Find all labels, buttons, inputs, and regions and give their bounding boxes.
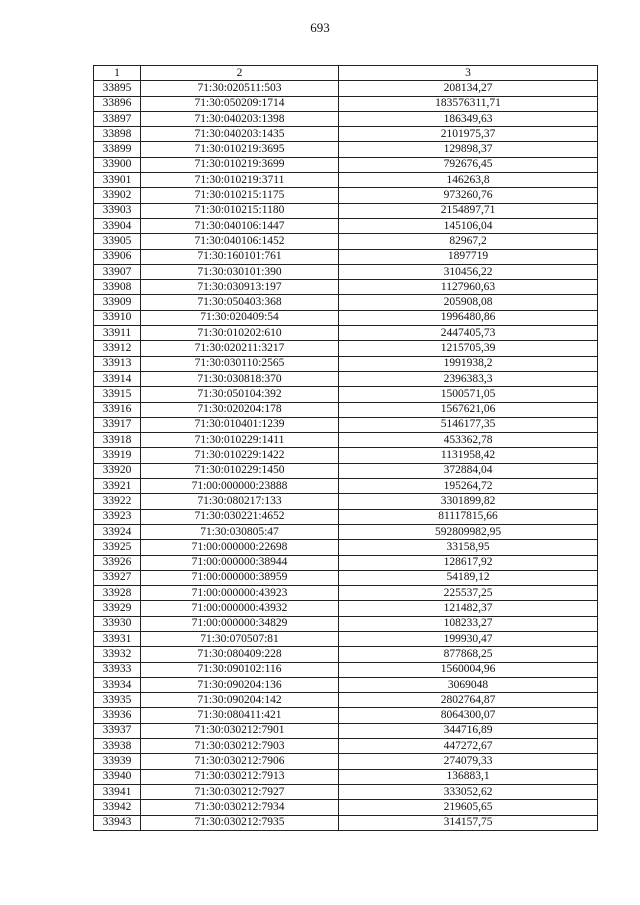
row-index-cell: 33909	[94, 295, 141, 310]
table-row	[94, 769, 598, 784]
table-row	[94, 815, 598, 830]
value-cell: 1996480,86	[339, 310, 598, 325]
row-index-cell: 33903	[94, 203, 141, 218]
value-cell: 1131958,42	[339, 448, 598, 463]
cadastral-number-cell: 71:30:010219:3711	[141, 173, 339, 188]
table-row	[94, 739, 598, 754]
cadastral-number-cell: 71:30:010219:3695	[141, 142, 339, 157]
cadastral-number-cell: 71:30:080217:133	[141, 494, 339, 509]
value-cell: 82967,2	[339, 234, 598, 249]
table-row	[94, 295, 598, 310]
value-cell: 128617,92	[339, 555, 598, 570]
table-row	[94, 356, 598, 371]
cadastral-number-cell: 71:30:030212:7935	[141, 815, 339, 830]
table-row	[94, 586, 598, 601]
cadastral-number-cell: 71:30:050209:1714	[141, 96, 339, 111]
row-index-cell: 33921	[94, 479, 141, 494]
row-index-cell: 33933	[94, 662, 141, 677]
value-cell: 333052,62	[339, 784, 598, 799]
value-cell: 2101975,37	[339, 127, 598, 142]
table-row	[94, 800, 598, 815]
table-row	[94, 96, 598, 111]
row-index-cell: 33906	[94, 249, 141, 264]
row-index-cell: 33924	[94, 524, 141, 539]
row-index-cell: 33907	[94, 264, 141, 279]
value-cell: 2447405,73	[339, 326, 598, 341]
row-index-cell: 33900	[94, 157, 141, 172]
cadastral-number-cell: 71:30:030212:7913	[141, 769, 339, 784]
row-index-cell: 33932	[94, 647, 141, 662]
cadastral-number-cell: 71:30:010229:1411	[141, 433, 339, 448]
table-row	[94, 509, 598, 524]
row-index-cell: 33935	[94, 693, 141, 708]
table-header-row	[94, 66, 598, 81]
table-row	[94, 387, 598, 402]
table-row	[94, 647, 598, 662]
row-index-cell: 33926	[94, 555, 141, 570]
value-cell: 314157,75	[339, 815, 598, 830]
value-cell: 108233,27	[339, 616, 598, 631]
row-index-cell: 33908	[94, 280, 141, 295]
cadastral-number-cell: 71:30:030101:390	[141, 264, 339, 279]
table-row	[94, 540, 598, 555]
cadastral-number-cell: 71:30:040203:1398	[141, 111, 339, 126]
cadastral-number-cell: 71:30:160101:761	[141, 249, 339, 264]
cadastral-number-cell: 71:00:000000:34829	[141, 616, 339, 631]
table-row	[94, 723, 598, 738]
row-index-cell: 33897	[94, 111, 141, 126]
cadastral-number-cell: 71:30:090204:136	[141, 677, 339, 692]
value-cell: 1991938,2	[339, 356, 598, 371]
value-cell: 183576311,71	[339, 96, 598, 111]
cadastral-number-cell: 71:30:080411:421	[141, 708, 339, 723]
value-cell: 219605,65	[339, 800, 598, 815]
table-row	[94, 341, 598, 356]
table-row	[94, 402, 598, 417]
cadastral-number-cell: 71:00:000000:22698	[141, 540, 339, 555]
table-row	[94, 754, 598, 769]
value-cell: 2154897,71	[339, 203, 598, 218]
row-index-cell: 33919	[94, 448, 141, 463]
cadastral-number-cell: 71:30:030818:370	[141, 371, 339, 386]
row-index-cell: 33928	[94, 586, 141, 601]
value-cell: 453362,78	[339, 433, 598, 448]
table-row	[94, 127, 598, 142]
cadastral-number-cell: 71:30:010215:1175	[141, 188, 339, 203]
value-cell: 592809982,95	[339, 524, 598, 539]
row-index-cell: 33929	[94, 601, 141, 616]
row-index-cell: 33937	[94, 723, 141, 738]
value-cell: 205908,08	[339, 295, 598, 310]
table-row	[94, 616, 598, 631]
row-index-cell: 33913	[94, 356, 141, 371]
value-cell: 1127960,63	[339, 280, 598, 295]
cadastral-number-cell: 71:30:050104:392	[141, 387, 339, 402]
table-row	[94, 111, 598, 126]
row-index-cell: 33905	[94, 234, 141, 249]
value-cell: 310456,22	[339, 264, 598, 279]
value-cell: 121482,37	[339, 601, 598, 616]
table-row	[94, 631, 598, 646]
cadastral-number-cell: 71:30:020204:178	[141, 402, 339, 417]
table-row	[94, 784, 598, 799]
value-cell: 33158,95	[339, 540, 598, 555]
row-index-cell: 33914	[94, 371, 141, 386]
value-cell: 8064300,07	[339, 708, 598, 723]
value-cell: 877868,25	[339, 647, 598, 662]
value-cell: 3301899,82	[339, 494, 598, 509]
value-cell: 2396383,3	[339, 371, 598, 386]
cadastral-number-cell: 71:30:010229:1422	[141, 448, 339, 463]
table-row	[94, 203, 598, 218]
value-cell: 145106,04	[339, 218, 598, 233]
row-index-cell: 33895	[94, 81, 141, 96]
column-header-index: 1	[94, 66, 141, 81]
cadastral-number-cell: 71:30:010215:1180	[141, 203, 339, 218]
page-number: 693	[310, 20, 330, 35]
cadastral-number-cell: 71:00:000000:43932	[141, 601, 339, 616]
cadastral-number-cell: 71:30:030110:2565	[141, 356, 339, 371]
table-row	[94, 570, 598, 585]
table-row	[94, 81, 598, 96]
row-index-cell: 33940	[94, 769, 141, 784]
table-body	[94, 81, 598, 831]
table-row	[94, 188, 598, 203]
row-index-cell: 33927	[94, 570, 141, 585]
cadastral-number-cell: 71:30:010229:1450	[141, 463, 339, 478]
table-row	[94, 662, 598, 677]
table-row	[94, 417, 598, 432]
table-row	[94, 433, 598, 448]
cadastral-number-cell: 71:30:030212:7934	[141, 800, 339, 815]
row-index-cell: 33911	[94, 326, 141, 341]
row-index-cell: 33923	[94, 509, 141, 524]
table-row	[94, 601, 598, 616]
cadastral-number-cell: 71:30:010202:610	[141, 326, 339, 341]
value-cell: 1897719	[339, 249, 598, 264]
row-index-cell: 33930	[94, 616, 141, 631]
row-index-cell: 33920	[94, 463, 141, 478]
table-row	[94, 249, 598, 264]
row-index-cell: 33939	[94, 754, 141, 769]
table-row	[94, 448, 598, 463]
column-header-cadastral-number: 2	[141, 66, 339, 81]
cadastral-number-cell: 71:30:010401:1239	[141, 417, 339, 432]
table-row	[94, 218, 598, 233]
table-row	[94, 326, 598, 341]
value-cell: 973260,76	[339, 188, 598, 203]
row-index-cell: 33915	[94, 387, 141, 402]
table-row	[94, 234, 598, 249]
cadastral-number-cell: 71:30:020511:503	[141, 81, 339, 96]
row-index-cell: 33941	[94, 784, 141, 799]
table-row	[94, 708, 598, 723]
cadastral-number-cell: 71:30:080409:228	[141, 647, 339, 662]
row-index-cell: 33925	[94, 540, 141, 555]
cadastral-number-cell: 71:30:020211:3217	[141, 341, 339, 356]
table-row	[94, 157, 598, 172]
value-cell: 372884,04	[339, 463, 598, 478]
table-row	[94, 371, 598, 386]
value-cell: 1500571,05	[339, 387, 598, 402]
row-index-cell: 33896	[94, 96, 141, 111]
row-index-cell: 33917	[94, 417, 141, 432]
row-index-cell: 33931	[94, 631, 141, 646]
cadastral-number-cell: 71:30:020409:54	[141, 310, 339, 325]
table-row	[94, 264, 598, 279]
value-cell: 199930,47	[339, 631, 598, 646]
cadastral-number-cell: 71:30:030212:7903	[141, 739, 339, 754]
value-cell: 136883,1	[339, 769, 598, 784]
cadastral-number-cell: 71:00:000000:23888	[141, 479, 339, 494]
cadastral-number-cell: 71:30:030212:7906	[141, 754, 339, 769]
value-cell: 54189,12	[339, 570, 598, 585]
row-index-cell: 33898	[94, 127, 141, 142]
value-cell: 2802764,87	[339, 693, 598, 708]
cadastral-number-cell: 71:00:000000:43923	[141, 586, 339, 601]
value-cell: 208134,27	[339, 81, 598, 96]
value-cell: 274079,33	[339, 754, 598, 769]
value-cell: 344716,89	[339, 723, 598, 738]
value-cell: 447272,67	[339, 739, 598, 754]
value-cell: 5146177,35	[339, 417, 598, 432]
cadastral-number-cell: 71:30:090102:116	[141, 662, 339, 677]
cadastral-number-cell: 71:00:000000:38944	[141, 555, 339, 570]
cadastral-number-cell: 71:30:030212:7901	[141, 723, 339, 738]
row-index-cell: 33910	[94, 310, 141, 325]
cadastral-number-cell: 71:30:040203:1435	[141, 127, 339, 142]
cadastral-number-cell: 71:30:030212:7927	[141, 784, 339, 799]
value-cell: 81117815,66	[339, 509, 598, 524]
cadastral-number-cell: 71:30:010219:3699	[141, 157, 339, 172]
row-index-cell: 33916	[94, 402, 141, 417]
value-cell: 1560004,96	[339, 662, 598, 677]
value-cell: 129898,37	[339, 142, 598, 157]
value-cell: 195264,72	[339, 479, 598, 494]
cadastral-number-cell: 71:30:090204:142	[141, 693, 339, 708]
cadastral-number-cell: 71:30:040106:1447	[141, 218, 339, 233]
value-cell: 3069048	[339, 677, 598, 692]
row-index-cell: 33902	[94, 188, 141, 203]
row-index-cell: 33942	[94, 800, 141, 815]
row-index-cell: 33899	[94, 142, 141, 157]
cadastral-number-cell: 71:30:030805:47	[141, 524, 339, 539]
cadastral-number-cell: 71:30:030221:4652	[141, 509, 339, 524]
row-index-cell: 33943	[94, 815, 141, 830]
table-row	[94, 463, 598, 478]
cadastral-number-cell: 71:30:070507:81	[141, 631, 339, 646]
table-row	[94, 524, 598, 539]
registry-table	[93, 65, 598, 831]
row-index-cell: 33901	[94, 173, 141, 188]
row-index-cell: 33934	[94, 677, 141, 692]
row-index-cell: 33904	[94, 218, 141, 233]
table-row	[94, 142, 598, 157]
table-row	[94, 677, 598, 692]
value-cell: 186349,63	[339, 111, 598, 126]
table-row	[94, 280, 598, 295]
cadastral-number-cell: 71:30:040106:1452	[141, 234, 339, 249]
table-row	[94, 494, 598, 509]
row-index-cell: 33936	[94, 708, 141, 723]
cadastral-number-cell: 71:00:000000:38959	[141, 570, 339, 585]
cadastral-number-cell: 71:30:030913:197	[141, 280, 339, 295]
value-cell: 225537,25	[339, 586, 598, 601]
row-index-cell: 33938	[94, 739, 141, 754]
column-header-value: 3	[339, 66, 598, 81]
table-row	[94, 555, 598, 570]
value-cell: 146263,8	[339, 173, 598, 188]
value-cell: 1215705,39	[339, 341, 598, 356]
table-row	[94, 310, 598, 325]
value-cell: 792676,45	[339, 157, 598, 172]
table-row	[94, 479, 598, 494]
table-row	[94, 173, 598, 188]
table-row	[94, 693, 598, 708]
row-index-cell: 33922	[94, 494, 141, 509]
cadastral-number-cell: 71:30:050403:368	[141, 295, 339, 310]
row-index-cell: 33918	[94, 433, 141, 448]
row-index-cell: 33912	[94, 341, 141, 356]
value-cell: 1567621,06	[339, 402, 598, 417]
